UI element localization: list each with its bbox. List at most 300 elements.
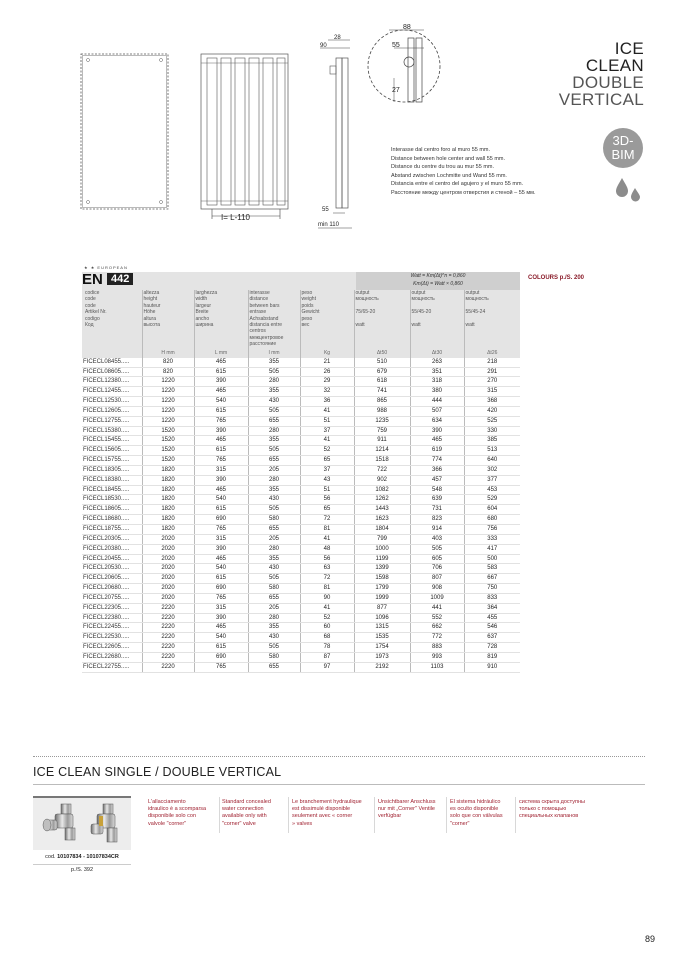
- table-cell: 444: [410, 397, 464, 407]
- table-cell: 41: [300, 534, 354, 544]
- column-header-line: ancho: [195, 315, 210, 322]
- table-cell: 205: [248, 603, 300, 613]
- table-cell: 351: [410, 367, 464, 377]
- watt-formula-box: [356, 272, 520, 290]
- table-cell: 2020: [142, 534, 194, 544]
- table-cell: 390: [194, 377, 248, 387]
- product-code-cell: FICECL18530.....: [82, 495, 142, 505]
- table-row: [82, 613, 520, 623]
- table-cell: 355: [248, 554, 300, 564]
- product-code-cell: FICECL12605.....: [82, 406, 142, 416]
- table-cell: 455: [464, 613, 520, 623]
- table-cell: 1399: [354, 564, 410, 574]
- title-line-3: DOUBLE: [572, 73, 644, 92]
- table-cell: 604: [464, 505, 520, 515]
- table-row: [82, 525, 520, 535]
- table-row: [82, 643, 520, 653]
- column-header-line: output: [411, 290, 426, 296]
- table-cell: 1220: [142, 406, 194, 416]
- title-line-4: VERTICAL: [558, 90, 644, 109]
- table-cell: 910: [464, 662, 520, 672]
- dim-min110-label: min 110: [318, 222, 339, 228]
- column-header-line: weight: [301, 296, 316, 303]
- table-cell: 2020: [142, 544, 194, 554]
- product-code-cell: FICECL12380.....: [82, 377, 142, 387]
- column-header: [300, 290, 354, 348]
- dim-90-label: 90: [320, 43, 327, 49]
- table-cell: 280: [248, 475, 300, 485]
- bim-line-1: 3D-: [612, 133, 634, 148]
- table-cell: 51: [300, 416, 354, 426]
- column-header-line: peso: [301, 290, 313, 296]
- product-code-cell: FICECL12530.....: [82, 397, 142, 407]
- column-header-line: code: [85, 302, 96, 309]
- table-cell: 355: [248, 387, 300, 397]
- table-cell: 756: [464, 525, 520, 535]
- table-row: [82, 367, 520, 377]
- table-cell: 690: [194, 652, 248, 662]
- table-cell: 330: [464, 426, 520, 436]
- back-view: [201, 54, 288, 222]
- table-cell: 505: [248, 574, 300, 584]
- table-cell: 1009: [410, 593, 464, 603]
- page-number: 89: [644, 934, 655, 944]
- table-cell: 2192: [354, 662, 410, 672]
- dotted-separator: [33, 756, 645, 757]
- desc-line: valvole "corner": [148, 820, 187, 827]
- table-cell: 615: [194, 406, 248, 416]
- column-header-line: output: [465, 290, 480, 296]
- installation-note: [391, 146, 535, 198]
- desc-line: disponibile solo con: [148, 813, 197, 820]
- table-cell: 52: [300, 613, 354, 623]
- table-cell: 540: [194, 564, 248, 574]
- table-cell: 2220: [142, 643, 194, 653]
- table-row: [82, 505, 520, 515]
- table-cell: 263: [410, 358, 464, 367]
- table-row: [82, 406, 520, 416]
- table-cell: 583: [464, 564, 520, 574]
- desc-line: специальных клапанов: [519, 813, 579, 820]
- table-row: [82, 436, 520, 446]
- column-unit: Δt50: [354, 348, 410, 358]
- desc-divider: [219, 797, 220, 833]
- table-cell: 56: [300, 495, 354, 505]
- valve-code-prefix: cod.: [45, 854, 56, 860]
- table-cell: 1518: [354, 456, 410, 466]
- table-cell: 605: [410, 554, 464, 564]
- product-code-cell: FICECL15455.....: [82, 436, 142, 446]
- table-cell: 1820: [142, 465, 194, 475]
- table-cell: 1520: [142, 426, 194, 436]
- table-cell: 1000: [354, 544, 410, 554]
- table-cell: 218: [464, 358, 520, 367]
- table-cell: 639: [410, 495, 464, 505]
- table-cell: 1999: [354, 593, 410, 603]
- table-body: [82, 358, 520, 673]
- desc-french: [292, 799, 372, 828]
- en-logo-number: 442: [107, 273, 133, 285]
- table-cell: 32: [300, 387, 354, 397]
- table-cell: 2220: [142, 633, 194, 643]
- table-cell: 615: [194, 367, 248, 377]
- table-cell: 634: [410, 416, 464, 426]
- table-cell: 1235: [354, 416, 410, 426]
- column-header-line: расстояние: [249, 341, 277, 348]
- table-cell: 280: [248, 544, 300, 554]
- desc-line: solo que con válvulas: [450, 813, 503, 820]
- table-cell: 318: [410, 377, 464, 387]
- table-row: [82, 426, 520, 436]
- desc-line: idraulico è a scomparsa: [148, 806, 207, 813]
- table-cell: 65: [300, 505, 354, 515]
- watt-formula-line-2: Km(Δt) = Watt × 0,860: [413, 281, 463, 287]
- column-header-line: высота: [143, 322, 160, 329]
- column-unit: Kg: [300, 348, 354, 358]
- product-code-cell: FICECL22530.....: [82, 633, 142, 643]
- table-cell: 505: [248, 446, 300, 456]
- valve-image: [33, 798, 131, 850]
- table-cell: 41: [300, 436, 354, 446]
- table-cell: 1220: [142, 377, 194, 387]
- table-cell: 637: [464, 633, 520, 643]
- column-header-line: altura: [143, 315, 157, 322]
- table-cell: 807: [410, 574, 464, 584]
- dim-55-bottom-label: 55: [322, 207, 329, 213]
- table-cell: 441: [410, 603, 464, 613]
- table-cell: 1082: [354, 485, 410, 495]
- table-cell: 205: [248, 534, 300, 544]
- table-row: [82, 584, 520, 594]
- corner-valve-icon: [33, 798, 131, 850]
- table-cell: 540: [194, 633, 248, 643]
- table-cell: 366: [410, 465, 464, 475]
- table-cell: 1103: [410, 662, 464, 672]
- table-cell: 655: [248, 593, 300, 603]
- column-header-line: largeur: [195, 302, 212, 309]
- table-cell: 759: [354, 426, 410, 436]
- table-cell: 680: [464, 515, 520, 525]
- table-cell: 540: [194, 397, 248, 407]
- table-cell: 205: [248, 465, 300, 475]
- column-header-line: watt: [355, 322, 365, 329]
- table-cell: 315: [194, 603, 248, 613]
- product-code-cell: FICECL12455.....: [82, 387, 142, 397]
- desc-line: verfügbar: [378, 813, 402, 820]
- table-cell: 36: [300, 397, 354, 407]
- table-cell: 690: [194, 515, 248, 525]
- table-cell: 78: [300, 643, 354, 653]
- table-cell: 741: [354, 387, 410, 397]
- table-cell: 390: [194, 613, 248, 623]
- table-cell: 355: [248, 485, 300, 495]
- table-cell: 525: [464, 416, 520, 426]
- table-cell: 505: [248, 406, 300, 416]
- table-cell: 355: [248, 358, 300, 367]
- table-cell: 820: [142, 358, 194, 367]
- table-cell: 548: [410, 485, 464, 495]
- table-cell: 48: [300, 544, 354, 554]
- column-header-line: watt: [411, 322, 421, 329]
- table-cell: 914: [410, 525, 464, 535]
- desc-divider: [515, 797, 516, 833]
- note-line: Abstand zwischen Lochmitte und Wand 55 mm.: [391, 172, 507, 179]
- desc-line: El sistema hidráulico: [450, 799, 501, 805]
- table-cell: 820: [142, 367, 194, 377]
- table-cell: 1623: [354, 515, 410, 525]
- table-cell: 41: [300, 406, 354, 416]
- table-cell: 390: [410, 426, 464, 436]
- column-header-line: Breite: [195, 309, 209, 316]
- table-cell: 90: [300, 593, 354, 603]
- column-header-line: between bars: [249, 302, 280, 309]
- product-code-cell: FICECL12755.....: [82, 416, 142, 426]
- table-cell: 72: [300, 515, 354, 525]
- product-code-cell: FICECL18680.....: [82, 515, 142, 525]
- column-header-line: мощность: [411, 296, 435, 303]
- table-cell: 2220: [142, 603, 194, 613]
- table-cell: 546: [464, 623, 520, 633]
- column-header-line: output: [355, 290, 370, 296]
- column-header-line: межцентровое: [249, 334, 284, 341]
- column-header-line: width: [195, 296, 208, 303]
- desc-line: available only with: [222, 813, 267, 820]
- table-cell: 750: [464, 584, 520, 594]
- desc-line: es oculto disponible: [450, 806, 499, 813]
- table-cell: 2220: [142, 652, 194, 662]
- table-cell: 355: [248, 623, 300, 633]
- column-header-line: interasse: [249, 290, 270, 296]
- table-cell: 1096: [354, 613, 410, 623]
- desc-line: » valves: [292, 820, 313, 827]
- dim-27-label: 27: [392, 87, 400, 94]
- column-header-line: Artikel Nr.: [85, 309, 107, 316]
- product-title: [559, 40, 644, 108]
- table-cell: 2220: [142, 662, 194, 672]
- column-unit: H mm: [142, 348, 194, 358]
- section-rule: [33, 784, 645, 785]
- section-title: ICE CLEAN SINGLE / DOUBLE VERTICAL: [33, 765, 282, 779]
- product-code-cell: FICECL18380.....: [82, 475, 142, 485]
- front-view: [81, 54, 168, 209]
- table-row: [82, 358, 520, 367]
- table-cell: 368: [464, 397, 520, 407]
- column-header-line: 75/65-20: [355, 309, 376, 316]
- table-cell: 690: [194, 584, 248, 594]
- desc-line: nur mit „Corner" Ventile: [378, 806, 435, 813]
- column-header-line: larghezza: [195, 290, 218, 296]
- product-code-cell: FICECL18305.....: [82, 465, 142, 475]
- desc-spanish: [450, 799, 518, 828]
- column-unit: I mm: [248, 348, 300, 358]
- product-code-cell: FICECL15755.....: [82, 456, 142, 466]
- column-header-line: Код: [85, 322, 94, 329]
- table-cell: 513: [464, 446, 520, 456]
- table-cell: 505: [248, 367, 300, 377]
- column-header-line: poids: [301, 302, 314, 309]
- table-cell: 465: [194, 358, 248, 367]
- product-code-cell: FICECL20380.....: [82, 544, 142, 554]
- column-header-line: peso: [301, 315, 313, 322]
- table-cell: 1520: [142, 456, 194, 466]
- column-header: [410, 290, 464, 348]
- table-cell: 706: [410, 564, 464, 574]
- table-row: [82, 603, 520, 613]
- column-header-line: height: [143, 296, 158, 303]
- table-cell: 552: [410, 613, 464, 623]
- table-cell: 457: [410, 475, 464, 485]
- table-cell: 1820: [142, 495, 194, 505]
- table-cell: 655: [248, 416, 300, 426]
- column-unit: Δt26: [464, 348, 520, 358]
- bim-line-2: BIM: [611, 147, 635, 162]
- en-logo-text: EN: [82, 271, 103, 288]
- table-cell: 390: [194, 475, 248, 485]
- table-cell: 1804: [354, 525, 410, 535]
- table-row: [82, 465, 520, 475]
- table-row: [82, 515, 520, 525]
- table-cell: 26: [300, 367, 354, 377]
- table-cell: 430: [248, 564, 300, 574]
- technical-data-table: [82, 290, 520, 673]
- table-cell: 1199: [354, 554, 410, 564]
- column-header-line: distancia entre: [249, 322, 283, 329]
- table-cell: 908: [410, 584, 464, 594]
- table-cell: 52: [300, 446, 354, 456]
- column-header-line: altezza: [143, 290, 160, 296]
- table-cell: 655: [248, 525, 300, 535]
- table-cell: 1754: [354, 643, 410, 653]
- table-row: [82, 446, 520, 456]
- column-unit: L mm: [194, 348, 248, 358]
- table-cell: 722: [354, 465, 410, 475]
- table-row: [82, 623, 520, 633]
- table-cell: 29: [300, 377, 354, 387]
- table-cell: 505: [410, 544, 464, 554]
- note-line: Interasse dal centro foro al muro 55 mm.: [391, 147, 491, 153]
- table-cell: 315: [194, 534, 248, 544]
- product-code-cell: FICECL20755.....: [82, 593, 142, 603]
- table-row: [82, 554, 520, 564]
- column-header-line: 55/45-20: [411, 309, 432, 316]
- table-cell: 1520: [142, 436, 194, 446]
- table-cell: 1820: [142, 475, 194, 485]
- note-line: Distance du centre du trou au mur 55 mm.: [391, 164, 495, 171]
- bim-badge[interactable]: [603, 128, 643, 168]
- table-cell: 390: [194, 544, 248, 554]
- valve-page-ref[interactable]: p./S. 392: [33, 864, 131, 873]
- desc-italian: [148, 799, 216, 828]
- table-units-row: [82, 348, 520, 358]
- desc-russian: [519, 799, 599, 821]
- table-cell: 2020: [142, 593, 194, 603]
- note-line: Расстояние между центром отверстия и стеной – 55 мм.: [391, 189, 536, 196]
- table-cell: 453: [464, 485, 520, 495]
- watt-formula-line-1: Watt = Km(Δt)^n = 0,860: [410, 273, 466, 279]
- table-cell: 765: [194, 525, 248, 535]
- table-cell: 540: [194, 495, 248, 505]
- table-cell: 765: [194, 662, 248, 672]
- table-cell: 403: [410, 534, 464, 544]
- desc-divider: [288, 797, 289, 833]
- table-cell: 417: [464, 544, 520, 554]
- table-cell: 1535: [354, 633, 410, 643]
- column-header-line: hauteur: [143, 302, 161, 309]
- product-code-cell: FICECL22380.....: [82, 613, 142, 623]
- table-row: [82, 564, 520, 574]
- table-cell: 41: [300, 603, 354, 613]
- table-row: [82, 633, 520, 643]
- column-header: [194, 290, 248, 348]
- table-row: [82, 377, 520, 387]
- table-cell: 333: [464, 534, 520, 544]
- desc-line: "corner" valve: [222, 820, 256, 827]
- table-cell: 883: [410, 643, 464, 653]
- column-unit: [82, 348, 142, 358]
- table-cell: 2020: [142, 554, 194, 564]
- table-cell: 1220: [142, 397, 194, 407]
- table-cell: 902: [354, 475, 410, 485]
- table-row: [82, 534, 520, 544]
- table-row: [82, 485, 520, 495]
- column-header: [142, 290, 194, 348]
- desc-line: только с помощью: [519, 806, 567, 813]
- valve-code-value: 10107834 - 10107834CR: [57, 854, 119, 860]
- table-cell: 1443: [354, 505, 410, 515]
- table-cell: 505: [248, 505, 300, 515]
- table-row: [82, 662, 520, 672]
- table-cell: 87: [300, 652, 354, 662]
- detail-circle: [364, 18, 444, 108]
- desc-line: water connection: [222, 806, 264, 813]
- product-code-cell: FICECL20455.....: [82, 554, 142, 564]
- table-cell: 529: [464, 495, 520, 505]
- desc-line: est dissimulé disponible: [292, 806, 351, 813]
- table-cell: 1820: [142, 515, 194, 525]
- column-header-line: Höhe: [143, 309, 156, 316]
- table-cell: 355: [248, 436, 300, 446]
- desc-line: система скрыта доступны: [519, 799, 585, 805]
- table-row: [82, 475, 520, 485]
- table-cell: 667: [464, 574, 520, 584]
- table-cell: 51: [300, 485, 354, 495]
- table-cell: 315: [194, 465, 248, 475]
- table-cell: 37: [300, 465, 354, 475]
- table-cell: 728: [464, 643, 520, 653]
- dim-55-top-label: 55: [392, 42, 400, 49]
- desc-line: Le branchement hydraulique: [292, 799, 362, 805]
- table-cell: 390: [194, 426, 248, 436]
- product-code-cell: FICECL08455.....: [82, 358, 142, 367]
- product-code-cell: FICECL15380.....: [82, 426, 142, 436]
- column-header: [82, 290, 142, 348]
- desc-divider: [446, 797, 447, 833]
- table-cell: 60: [300, 623, 354, 633]
- colours-reference-link[interactable]: COLOURS p./S. 200: [528, 275, 585, 281]
- dim-88-label: 88: [403, 24, 411, 31]
- column-header-line: watt: [465, 322, 475, 329]
- technical-drawing: [78, 18, 368, 233]
- table-cell: 280: [248, 377, 300, 387]
- table-cell: 1820: [142, 525, 194, 535]
- column-header-line: ширина: [195, 322, 214, 329]
- en442-logo: [82, 265, 138, 288]
- table-cell: 819: [464, 652, 520, 662]
- table-cell: 2020: [142, 564, 194, 574]
- table-cell: 1820: [142, 505, 194, 515]
- product-code-cell: FICECL18455.....: [82, 485, 142, 495]
- product-code-cell: FICECL22455.....: [82, 623, 142, 633]
